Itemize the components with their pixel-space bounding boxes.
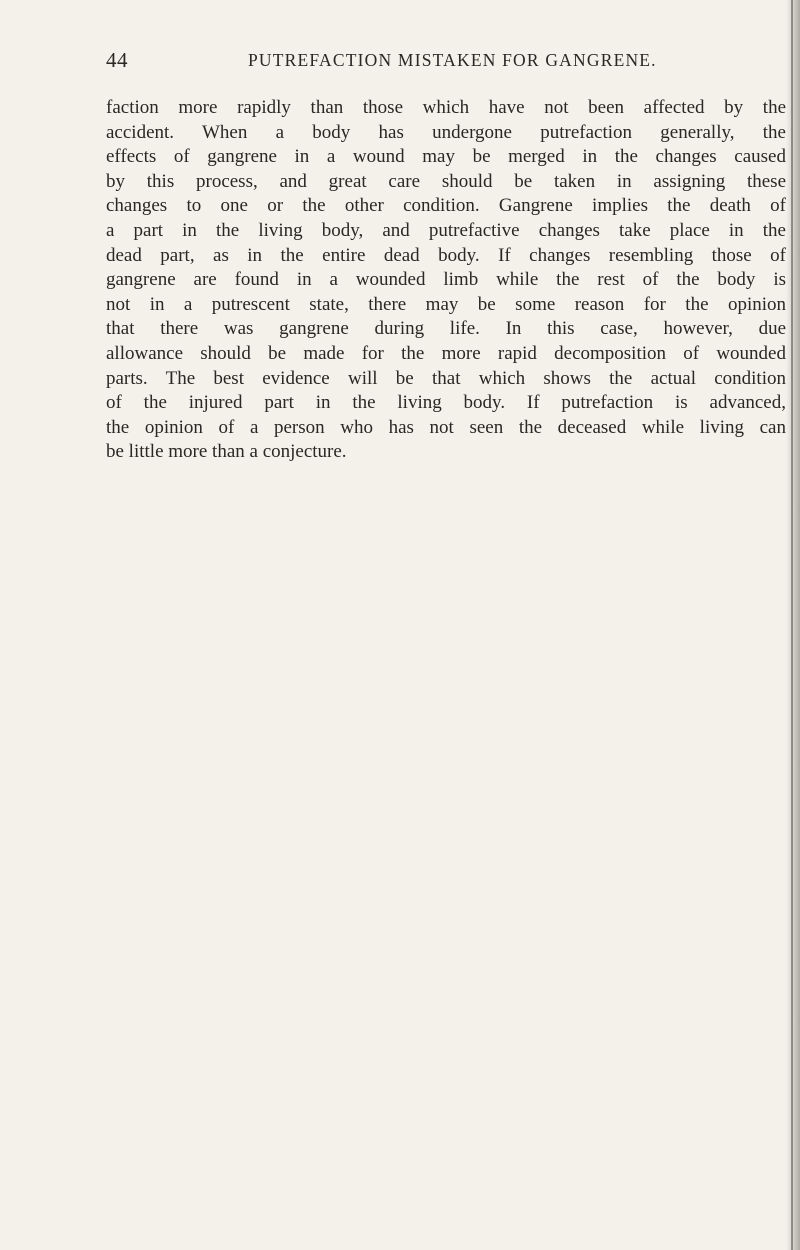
running-head: PUTREFACTION MISTAKEN FOR GANGRENE. xyxy=(248,50,657,70)
text-line: a part in the living body, and putrefactive changes take place in the xyxy=(106,219,786,241)
page-edge-line xyxy=(791,0,793,1250)
page-header xyxy=(106,48,738,88)
page-edge-shadow xyxy=(786,0,800,1250)
body-paragraph xyxy=(106,96,786,465)
text-line: accident. When a body has undergone putrefaction generally, the xyxy=(106,121,786,143)
text-line: not in a putrescent state, there may be some reason for the opinion xyxy=(106,293,786,315)
text-line: of the injured part in the living body. If putrefaction is advanced, xyxy=(106,392,786,414)
text-line: effects of gangrene in a wound may be merged in the changes caused xyxy=(106,146,786,168)
text-line: faction more rapidly than those which have not been affected by the xyxy=(106,97,786,118)
text-line: gangrene are found in a wounded limb while the rest of the body is xyxy=(106,269,786,291)
text-line: be little more than a conjecture. xyxy=(106,441,347,463)
text-line: parts. The best evidence will be that which shows the actual condition xyxy=(106,367,786,389)
page-number: 44 xyxy=(106,48,128,72)
text-line: the opinion of a person who has not seen the deceased while living can xyxy=(106,416,786,438)
text-line: changes to one or the other condition. Gangrene implies the death of xyxy=(106,195,786,217)
text-line: dead part, as in the entire dead body. If changes resembling those of xyxy=(106,244,786,266)
text-line: allowance should be made for the more rapid decomposition of wounded xyxy=(106,342,786,364)
text-line: that there was gangrene during life. In this case, however, due xyxy=(106,318,786,340)
text-line: by this process, and great care should be taken in assigning these xyxy=(106,170,786,192)
